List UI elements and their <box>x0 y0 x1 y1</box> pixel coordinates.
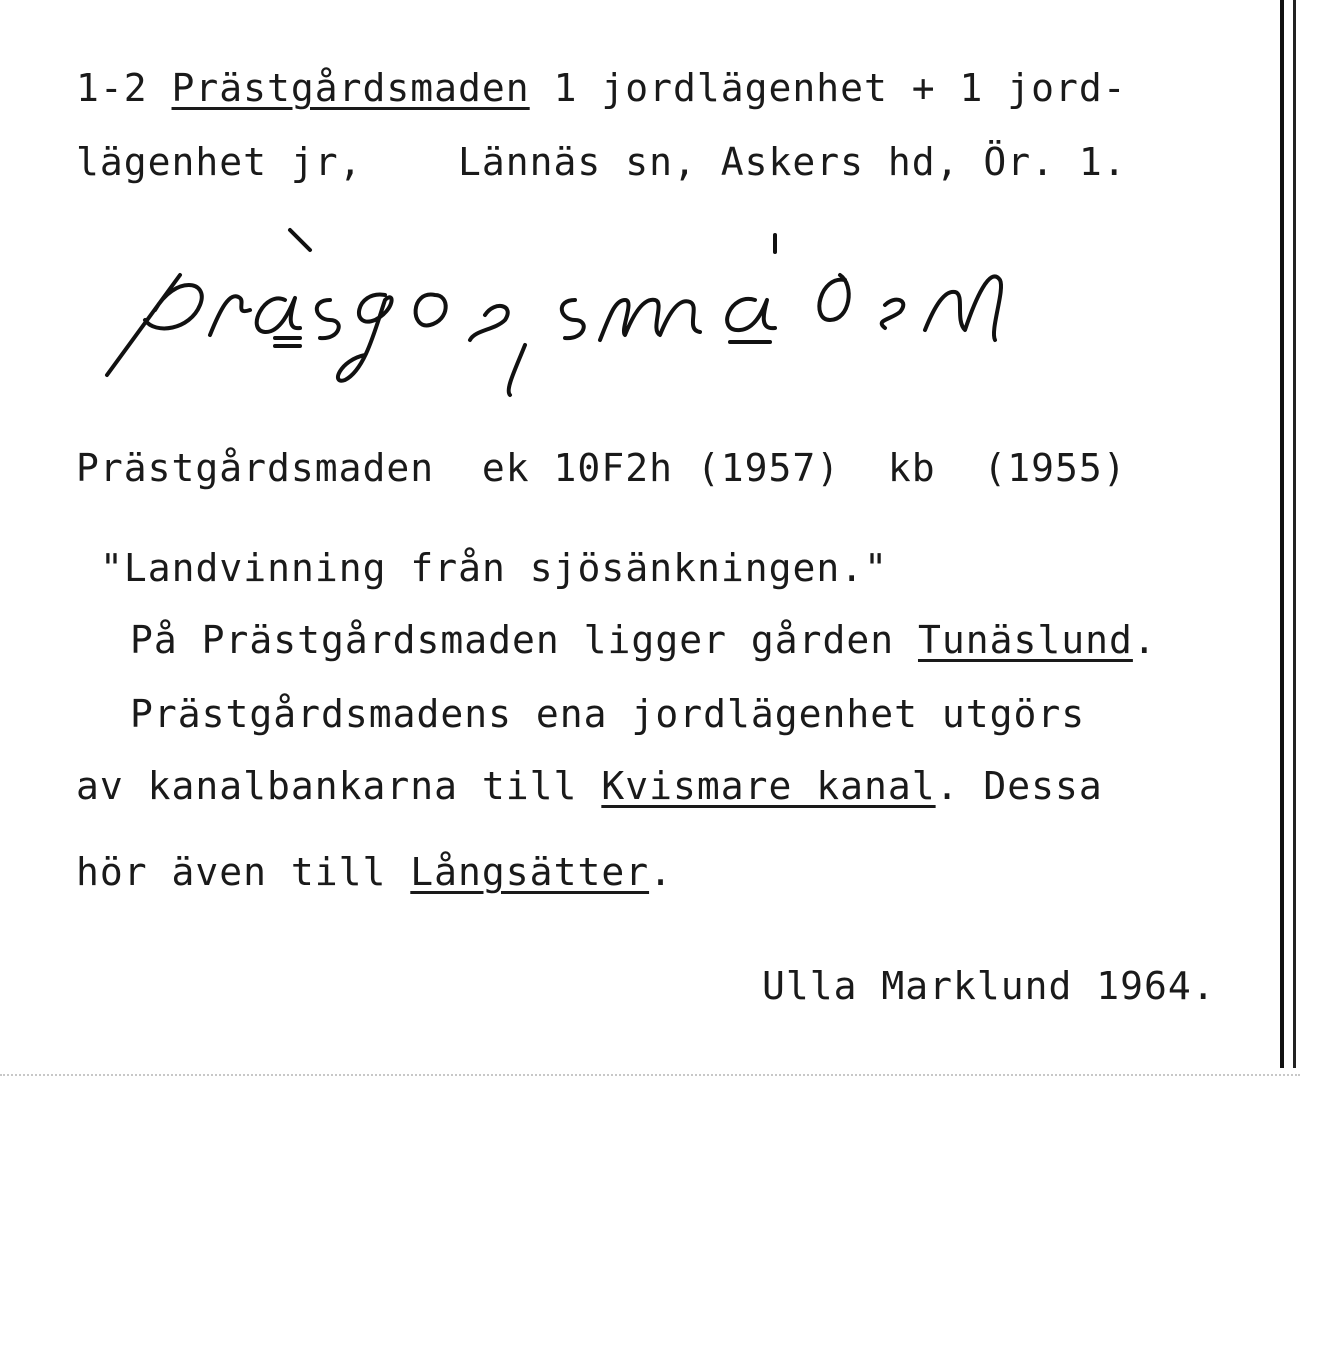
reference-line: Prästgårdsmaden ek 10F2h (1957) kb (1955) <box>76 446 1127 490</box>
card-bottom-edge <box>0 1074 1300 1076</box>
signature: Ulla Marklund 1964. <box>762 964 1216 1008</box>
heading-line <box>76 66 1127 110</box>
paragraph-1-end: . <box>1132 618 1157 662</box>
place-name: Prästgårdsmaden <box>171 66 530 110</box>
card-right-edge-inner <box>1293 0 1296 1068</box>
paragraph-4-start: hör även till <box>76 850 411 894</box>
farm-name-tunaslund: Tunäslund <box>917 618 1133 662</box>
paragraph-1 <box>130 618 1157 662</box>
paragraph-4 <box>76 850 673 894</box>
paragraph-2: Prästgårdsmadens ena jordlägenhet utgörs <box>130 692 1086 736</box>
card-right-edge <box>1280 0 1284 1068</box>
location-line: lägenhet jr, Lännäs sn, Askers hd, Ör. 1. <box>76 140 1127 184</box>
canal-name: Kvismare kanal <box>601 764 936 808</box>
quote-line: "Landvinning från sjösänkningen." <box>100 546 888 590</box>
paragraph-1-text: På Prästgårdsmaden ligger gården <box>130 618 918 662</box>
handwritten-pronunciation <box>95 220 1025 440</box>
paragraph-4-end: . <box>649 850 673 894</box>
place-name-langsatter: Långsätter <box>410 850 650 894</box>
paragraph-3 <box>76 764 1103 808</box>
entry-number: 1-2 <box>76 66 172 110</box>
paragraph-3-start: av kanalbankarna till <box>76 764 602 808</box>
heading-rest: 1 jordlägenhet + 1 jord- <box>529 66 1127 110</box>
paragraph-3-end: . Dessa <box>935 764 1103 808</box>
